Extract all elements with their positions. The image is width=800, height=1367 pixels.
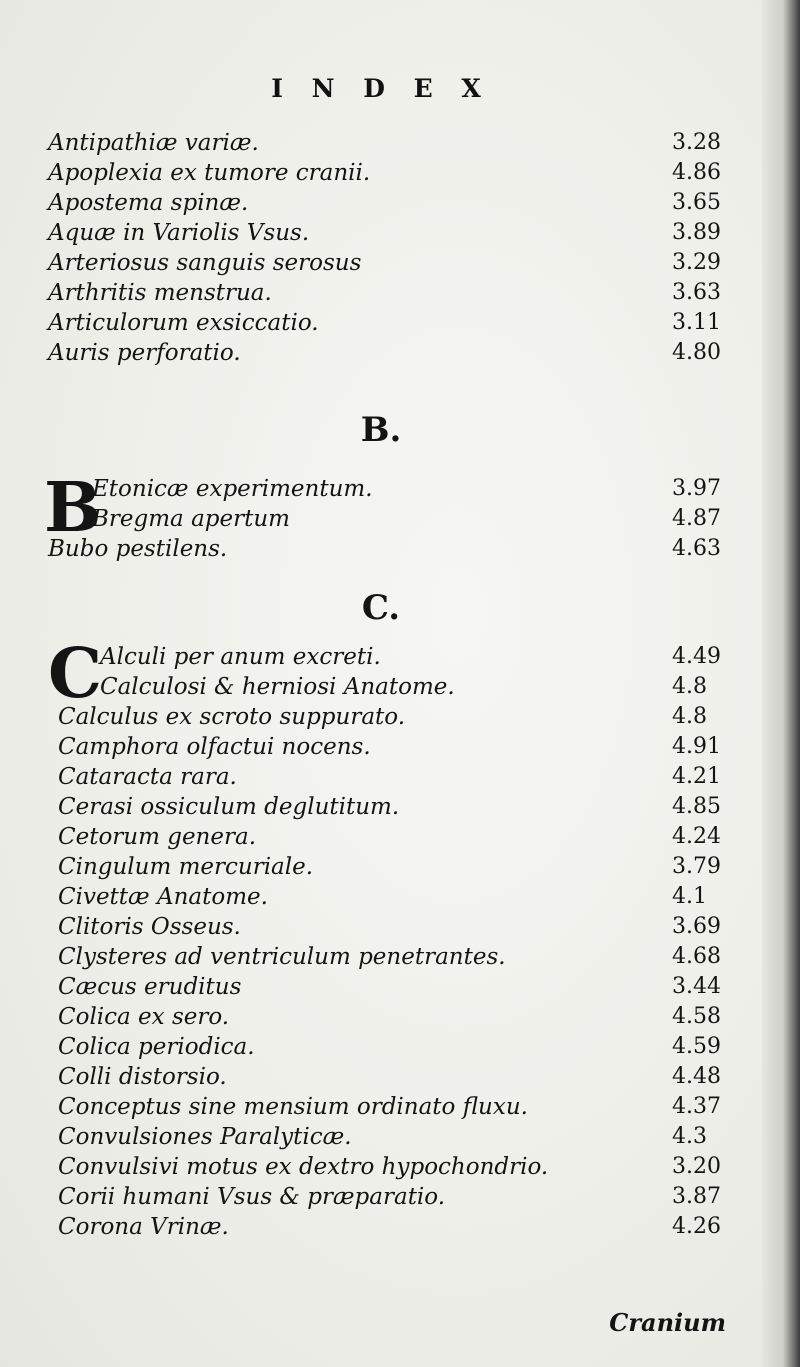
entry-label: Articulorum exsiccatio. [48, 310, 319, 336]
entry-page: 3.29 [672, 250, 721, 275]
entry-label: Clitoris Osseus. [58, 914, 241, 940]
index-entry [0, 792, 762, 822]
index-entry [0, 128, 762, 158]
index-entry [0, 1032, 762, 1062]
entry-label: Auris perforatio. [48, 340, 241, 366]
entry-page: 4.1 [672, 884, 707, 909]
index-entry [0, 702, 762, 732]
entry-label: Conceptus sine mensium ordinato fluxu. [58, 1094, 528, 1120]
index-entry [0, 972, 762, 1002]
entry-label: Arteriosus sanguis serosus [48, 250, 362, 276]
index-entry [0, 912, 762, 942]
entry-page: 3.79 [672, 854, 721, 879]
index-entry [0, 248, 762, 278]
entry-label: Civettæ Anatome. [58, 884, 268, 910]
entry-label: Corona Vrinæ. [58, 1214, 229, 1240]
index-entry [0, 642, 762, 672]
entry-label: Convulsiones Paralyticæ. [58, 1124, 352, 1150]
entry-label: Colica ex sero. [58, 1004, 230, 1030]
index-entry [0, 308, 762, 338]
index-entry [0, 822, 762, 852]
section-c-list [0, 634, 762, 1242]
entry-page: 4.8 [672, 674, 707, 699]
entry-label: Arthritis menstrua. [48, 280, 272, 306]
index-entry [0, 1182, 762, 1212]
index-entry [0, 158, 762, 188]
entry-page: 3.65 [672, 190, 721, 215]
entry-page: 3.89 [672, 220, 721, 245]
entry-label: Clysteres ad ventriculum penetrantes. [58, 944, 506, 970]
entry-label: Cetorum genera. [58, 824, 257, 850]
entry-page: 4.3 [672, 1124, 707, 1149]
index-entry [0, 882, 762, 912]
entry-page: 4.24 [672, 824, 721, 849]
index-entry [0, 1092, 762, 1122]
entry-label: Camphora olfactui nocens. [58, 734, 371, 760]
section-b-list [0, 468, 762, 564]
entry-page: 4.59 [672, 1034, 721, 1059]
index-entry [0, 338, 762, 368]
entry-label: Colli distorsio. [58, 1064, 227, 1090]
entry-page: 3.28 [672, 130, 721, 155]
index-entry [0, 1002, 762, 1032]
index-entry [0, 732, 762, 762]
entry-page: 4.37 [672, 1094, 721, 1119]
entry-label: Calculus ex scroto suppurato. [58, 704, 406, 730]
index-entry [0, 534, 762, 564]
page-edge-shadow [762, 0, 800, 1367]
entry-label: Cingulum mercuriale. [58, 854, 314, 880]
index-entry [0, 278, 762, 308]
entry-page: 4.68 [672, 944, 721, 969]
index-entry [0, 672, 762, 702]
index-entry [0, 942, 762, 972]
entry-label: Convulsivi motus ex dextro hypochondrio. [58, 1154, 549, 1180]
entry-label: Bubo pestilens. [48, 536, 228, 562]
entry-page: 4.87 [672, 506, 721, 531]
entry-label: Colica periodica. [58, 1034, 255, 1060]
index-entry [0, 1152, 762, 1182]
entry-label: Cæcus eruditus [58, 974, 242, 1000]
entry-page: 3.97 [672, 476, 721, 501]
entry-page: 4.8 [672, 704, 707, 729]
section-a-list [0, 128, 762, 368]
section-c-heading: C. [361, 588, 401, 628]
section-c-dropcap: C [48, 634, 103, 714]
index-entry [0, 852, 762, 882]
entry-page: 3.20 [672, 1154, 721, 1179]
entry-page: 4.48 [672, 1064, 721, 1089]
index-entry [0, 504, 762, 534]
entry-label: Alculi per anum excreti. [100, 644, 381, 670]
entry-page: 4.86 [672, 160, 721, 185]
section-b-dropcap: B [44, 468, 102, 548]
entry-page: 4.26 [672, 1214, 721, 1239]
entry-label: Apoplexia ex tumore cranii. [48, 160, 371, 186]
index-entry [0, 218, 762, 248]
index-entry [0, 762, 762, 792]
entry-page: 3.63 [672, 280, 721, 305]
entry-label: Antipathiæ variæ. [48, 130, 259, 156]
entry-page: 4.63 [672, 536, 721, 561]
entry-label: Etonicæ experimentum. [92, 476, 373, 502]
entry-page: 4.91 [672, 734, 721, 759]
entry-label: Cataracta rara. [58, 764, 237, 790]
entry-page: 4.80 [672, 340, 721, 365]
entry-label: Bregma apertum [92, 506, 290, 532]
entry-page: 3.87 [672, 1184, 721, 1209]
entry-page: 3.69 [672, 914, 721, 939]
entry-label: Cerasi ossiculum deglutitum. [58, 794, 400, 820]
index-entry [0, 1122, 762, 1152]
page-header-title: I N D E X [271, 74, 491, 103]
index-entry [0, 474, 762, 504]
entry-label: Calculosi & herniosi Anatome. [100, 674, 455, 700]
index-entry [0, 1212, 762, 1242]
index-entry [0, 1062, 762, 1092]
index-entry [0, 188, 762, 218]
entry-label: Aquæ in Variolis Vsus. [48, 220, 310, 246]
entry-page: 4.49 [672, 644, 721, 669]
entry-page: 4.21 [672, 764, 721, 789]
section-b-heading: B. [360, 410, 402, 450]
entry-page: 3.11 [672, 310, 721, 335]
entry-page: 4.85 [672, 794, 721, 819]
entry-label: Corii humani Vsus & præparatio. [58, 1184, 446, 1210]
entry-page: 4.58 [672, 1004, 721, 1029]
entry-label: Apostema spinæ. [48, 190, 249, 216]
catchword: Cranium [609, 1308, 726, 1337]
entry-page: 3.44 [672, 974, 721, 999]
